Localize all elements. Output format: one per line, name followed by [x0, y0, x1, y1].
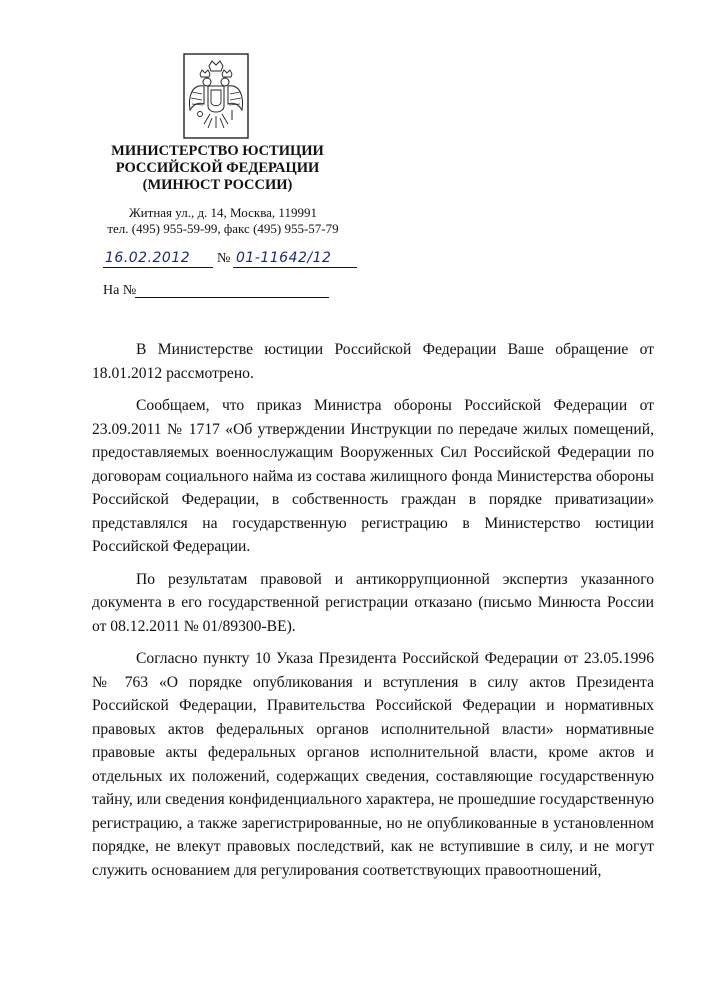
coat-of-arms-icon [182, 52, 250, 140]
ministry-line: МИНИСТЕРСТВО ЮСТИЦИИ [111, 143, 324, 159]
registration-line [103, 250, 363, 274]
body-paragraph: Согласно пункту 10 Указа Президента Российской Федерации от 23.05.1996 № 763 «О порядке опубликования и вступления в силу актов Президента Российской Федерации, Правительства Российской Федерации и нормативных правовых актов федеральных органов исполнительной власти» нормативные правовые акты федеральных органов исполнительной власти, кроме актов и отдельных их положений, содержащих сведения, составляющие государственную тайну, или сведения конфиденциального характера, не прошедшие государственную регистрацию, а также зарегистрированные, но не опубликованные в установленном порядке, не влекут правовых последствий, как не вступившие в силу, и не могут служить основанием для регулирования соответствующих правоотношений, [92, 650, 654, 879]
number-underline [233, 267, 357, 268]
body-paragraph: В Министерстве юстиции Российской Федерации Ваше обращение от 18.01.2012 рассмотрено. [92, 341, 654, 382]
reference-label: На № [103, 283, 137, 298]
reference-blank [135, 297, 329, 298]
registration-date: 16.02.2012 [105, 250, 191, 266]
address-line: тел. (495) 955-59-99, факс (495) 955-57-79 [107, 221, 339, 236]
body-paragraph: По результатам правовой и антикоррупционной экспертиз указанного документа в его государственной регистрации отказано (письмо Минюста России от 08.12.2011 № 01/89300-ВЕ). [92, 570, 654, 635]
ministry-line: РОССИЙСКОЙ ФЕДЕРАЦИИ [115, 160, 320, 176]
body-paragraph: Сообщаем, что приказ Министра обороны Российской Федерации от 23.09.2011 № 1717 «Об утверждении Инструкции по передаче жилых помещений, предоставляемых военнослужащим Вооруженных Сил Российской Федерации по договорам социального найма из состава жилищного фонда Министерства обороны Российской Федерации, в собственность граждан в порядке приватизации» представлялся на государственную регистрацию в Министерство юстиции Российской Федерации. [92, 397, 654, 555]
registration-number: 01-11642/12 [236, 250, 332, 266]
date-underline [103, 267, 213, 268]
number-label: № [217, 251, 231, 266]
ministry-address [92, 205, 354, 237]
letter-body [92, 338, 654, 891]
ministry-line: (МИНЮСТ РОССИИ) [142, 177, 293, 193]
ministry-name [105, 143, 330, 194]
address-line: Житная ул., д. 14, Москва, 119991 [129, 205, 317, 220]
